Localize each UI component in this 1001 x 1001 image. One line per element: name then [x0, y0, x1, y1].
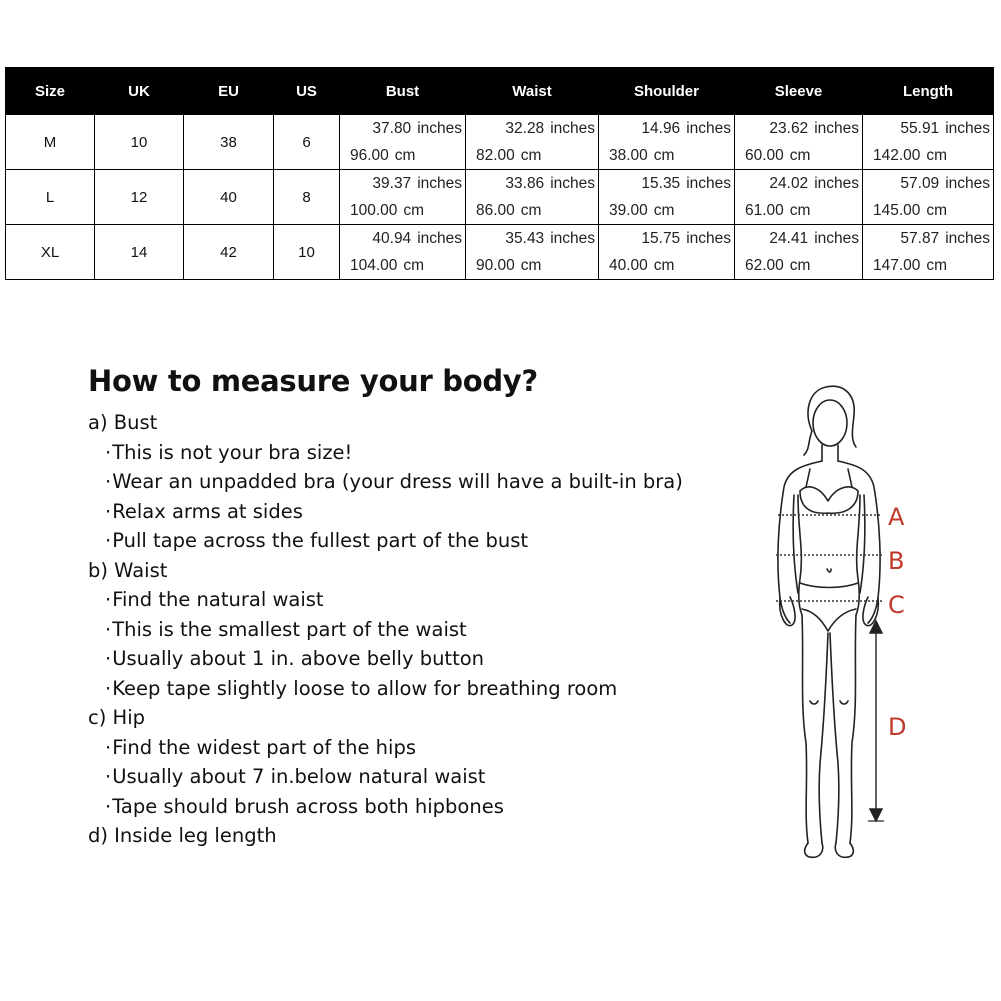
section-heading: c) Hip	[88, 706, 145, 729]
waist-cell	[466, 225, 599, 280]
inches-number: 24.02	[769, 175, 809, 192]
inches-number: 14.96	[641, 120, 681, 137]
table-row	[6, 115, 994, 170]
cm-number: 142.00	[873, 147, 921, 164]
tip-item	[105, 497, 768, 527]
inches-number: 39.37	[372, 175, 412, 192]
length-cm-value	[863, 252, 993, 279]
inches-unit: inches	[550, 230, 595, 247]
tip-item	[105, 733, 768, 763]
cm-unit: cm	[789, 202, 811, 219]
bullet-dot: ·	[105, 676, 112, 700]
cm-unit: cm	[520, 202, 542, 219]
figure-label-c: C	[888, 591, 905, 619]
figure-label-a: A	[888, 503, 905, 531]
eu-cell: 38	[184, 115, 274, 170]
shoulder-inches-value	[599, 170, 734, 197]
table-row	[6, 170, 994, 225]
uk-cell: 12	[95, 170, 184, 225]
bullet-dot: ·	[105, 735, 112, 759]
cm-number: 82.00	[476, 147, 515, 164]
bust-cell	[340, 225, 466, 280]
sleeve-cm-value	[735, 142, 862, 169]
eu-cell: 42	[184, 225, 274, 280]
waist-cell	[466, 115, 599, 170]
column-header-waist: Waist	[466, 68, 599, 115]
inches-unit: inches	[417, 230, 462, 247]
sleeve-inches-value	[735, 170, 862, 197]
size-cell: XL	[6, 225, 95, 280]
cm-unit: cm	[653, 257, 675, 274]
tip-text: This is not your bra size!	[112, 440, 353, 464]
cm-number: 145.00	[873, 202, 921, 219]
inches-number: 15.35	[641, 175, 681, 192]
cm-number: 60.00	[745, 147, 784, 164]
length-inches-value	[863, 170, 993, 197]
waist-cm-value	[466, 252, 598, 279]
shoulder-cm-value	[599, 197, 734, 224]
cm-number: 62.00	[745, 257, 784, 274]
bullet-dot: ·	[105, 765, 112, 788]
tip-text: Keep tape slightly loose to allow for breathing room	[112, 676, 618, 700]
cm-number: 96.00	[350, 147, 389, 164]
tip-item	[105, 467, 768, 497]
bullet-dot: ·	[105, 794, 112, 818]
inches-number: 35.43	[505, 230, 545, 247]
inches-unit: inches	[814, 120, 859, 137]
cm-number: 61.00	[745, 202, 784, 219]
inches-unit: inches	[550, 175, 595, 192]
inches-number: 23.62	[769, 120, 809, 137]
cm-number: 100.00	[350, 202, 398, 219]
cm-number: 86.00	[476, 202, 515, 219]
tip-text: Wear an unpadded bra (your dress will have a built-in bra)	[112, 470, 683, 493]
tip-text: Find the natural waist	[112, 588, 324, 611]
inches-unit: inches	[814, 230, 859, 247]
bust-cell	[340, 115, 466, 170]
inches-number: 40.94	[372, 230, 412, 247]
cm-unit: cm	[394, 147, 416, 164]
us-cell: 10	[274, 225, 340, 280]
sleeve-inches-value	[735, 115, 862, 142]
inches-unit: inches	[686, 230, 731, 247]
tip-item	[105, 644, 768, 674]
column-header-length: Length	[863, 68, 994, 115]
bullet-dot: ·	[105, 617, 112, 641]
bullet-dot: ·	[105, 588, 112, 611]
tip-item	[105, 585, 768, 615]
length-cell	[863, 225, 994, 280]
column-header-size: Size	[6, 68, 95, 115]
eu-cell: 40	[184, 170, 274, 225]
cm-unit: cm	[926, 257, 948, 274]
tip-item	[105, 792, 768, 822]
us-cell: 6	[274, 115, 340, 170]
inches-number: 32.28	[505, 120, 545, 137]
bust-inches-value	[340, 170, 465, 197]
tip-text: Relax arms at sides	[112, 499, 303, 523]
inches-unit: inches	[814, 175, 859, 192]
length-cell	[863, 170, 994, 225]
waist-cm-value	[466, 142, 598, 169]
bullet-dot: ·	[105, 440, 112, 464]
sleeve-cm-value	[735, 197, 862, 224]
cm-unit: cm	[403, 257, 425, 274]
waist-inches-value	[466, 225, 598, 252]
bust-cell	[340, 170, 466, 225]
length-cell	[863, 115, 994, 170]
cm-unit: cm	[789, 147, 811, 164]
shoulder-cell	[599, 225, 735, 280]
inches-unit: inches	[686, 120, 731, 137]
tip-text: This is the smallest part of the waist	[112, 617, 467, 641]
tip-item	[105, 615, 768, 645]
waist-inches-value	[466, 170, 598, 197]
inches-unit: inches	[686, 175, 731, 192]
shoulder-inches-value	[599, 225, 734, 252]
table-body	[6, 115, 994, 280]
size-cell: M	[6, 115, 95, 170]
cm-number: 147.00	[873, 257, 921, 274]
cm-number: 38.00	[609, 147, 648, 164]
uk-cell: 10	[95, 115, 184, 170]
cm-number: 39.00	[609, 202, 648, 219]
inches-number: 55.91	[900, 120, 940, 137]
column-header-sleeve: Sleeve	[735, 68, 863, 115]
table-header-row	[6, 68, 994, 115]
shoulder-cell	[599, 115, 735, 170]
length-cm-value	[863, 197, 993, 224]
shoulder-cm-value	[599, 252, 734, 279]
column-header-shoulder: Shoulder	[599, 68, 735, 115]
sleeve-cell	[735, 115, 863, 170]
bust-cm-value	[340, 252, 465, 279]
cm-unit: cm	[926, 202, 948, 219]
measure-guide	[88, 364, 768, 851]
sleeve-cm-value	[735, 252, 862, 279]
inches-unit: inches	[417, 175, 462, 192]
cm-unit: cm	[520, 257, 542, 274]
size-chart-table	[5, 67, 994, 280]
table-row	[6, 225, 994, 280]
length-inches-value	[863, 225, 993, 252]
bust-cm-value	[340, 197, 465, 224]
cm-number: 90.00	[476, 257, 515, 274]
waist-cm-value	[466, 197, 598, 224]
cm-unit: cm	[653, 202, 675, 219]
column-header-us: US	[274, 68, 340, 115]
waist-inches-value	[466, 115, 598, 142]
bullet-dot: ·	[105, 470, 112, 493]
column-header-bust: Bust	[340, 68, 466, 115]
figure-label-b: B	[888, 547, 905, 575]
tip-item	[105, 674, 768, 704]
section-heading: d) Inside leg length	[88, 824, 277, 847]
tip-text: Pull tape across the fullest part of the bust	[112, 529, 529, 552]
shoulder-inches-value	[599, 115, 734, 142]
column-header-uk: UK	[95, 68, 184, 115]
tip-item	[105, 526, 768, 556]
tip-text: Usually about 7 in.below natural waist	[112, 765, 486, 788]
bust-inches-value	[340, 115, 465, 142]
shoulder-cell	[599, 170, 735, 225]
inches-unit: inches	[945, 230, 990, 247]
bust-cm-value	[340, 142, 465, 169]
bullet-dot: ·	[105, 647, 112, 670]
tip-item	[105, 438, 768, 468]
length-cm-value	[863, 142, 993, 169]
waist-cell	[466, 170, 599, 225]
column-header-eu: EU	[184, 68, 274, 115]
body-outline-illustration	[764, 383, 924, 863]
cm-number: 40.00	[609, 257, 648, 274]
bullet-dot: ·	[105, 499, 112, 523]
guide-sections	[88, 408, 768, 851]
tip-text: Tape should brush across both hipbones	[112, 794, 504, 818]
size-cell: L	[6, 170, 95, 225]
sleeve-cell	[735, 225, 863, 280]
tip-text: Usually about 1 in. above belly button	[112, 647, 485, 670]
length-inches-value	[863, 115, 993, 142]
tip-text: Find the widest part of the hips	[112, 735, 416, 759]
inches-number: 24.41	[769, 230, 809, 247]
sleeve-inches-value	[735, 225, 862, 252]
section-heading: b) Waist	[88, 558, 168, 582]
inches-unit: inches	[945, 120, 990, 137]
cm-unit: cm	[520, 147, 542, 164]
section-heading: a) Bust	[88, 411, 158, 434]
cm-unit: cm	[653, 147, 675, 164]
inches-unit: inches	[417, 120, 462, 137]
cm-unit: cm	[789, 257, 811, 274]
guide-title: How to measure your body?	[88, 364, 538, 398]
bust-inches-value	[340, 225, 465, 252]
cm-unit: cm	[403, 202, 425, 219]
bullet-dot: ·	[105, 529, 112, 552]
inches-number: 37.80	[372, 120, 412, 137]
inches-number: 57.09	[900, 175, 940, 192]
figure-label-d: D	[888, 713, 907, 741]
shoulder-cm-value	[599, 142, 734, 169]
cm-number: 104.00	[350, 257, 398, 274]
cm-unit: cm	[926, 147, 948, 164]
sleeve-cell	[735, 170, 863, 225]
uk-cell: 14	[95, 225, 184, 280]
inches-unit: inches	[945, 175, 990, 192]
body-measurement-figure	[764, 383, 924, 863]
inches-number: 57.87	[900, 230, 940, 247]
inches-number: 33.86	[505, 175, 545, 192]
inches-unit: inches	[550, 120, 595, 137]
us-cell: 8	[274, 170, 340, 225]
inches-number: 15.75	[641, 230, 681, 247]
tip-item	[105, 762, 768, 792]
